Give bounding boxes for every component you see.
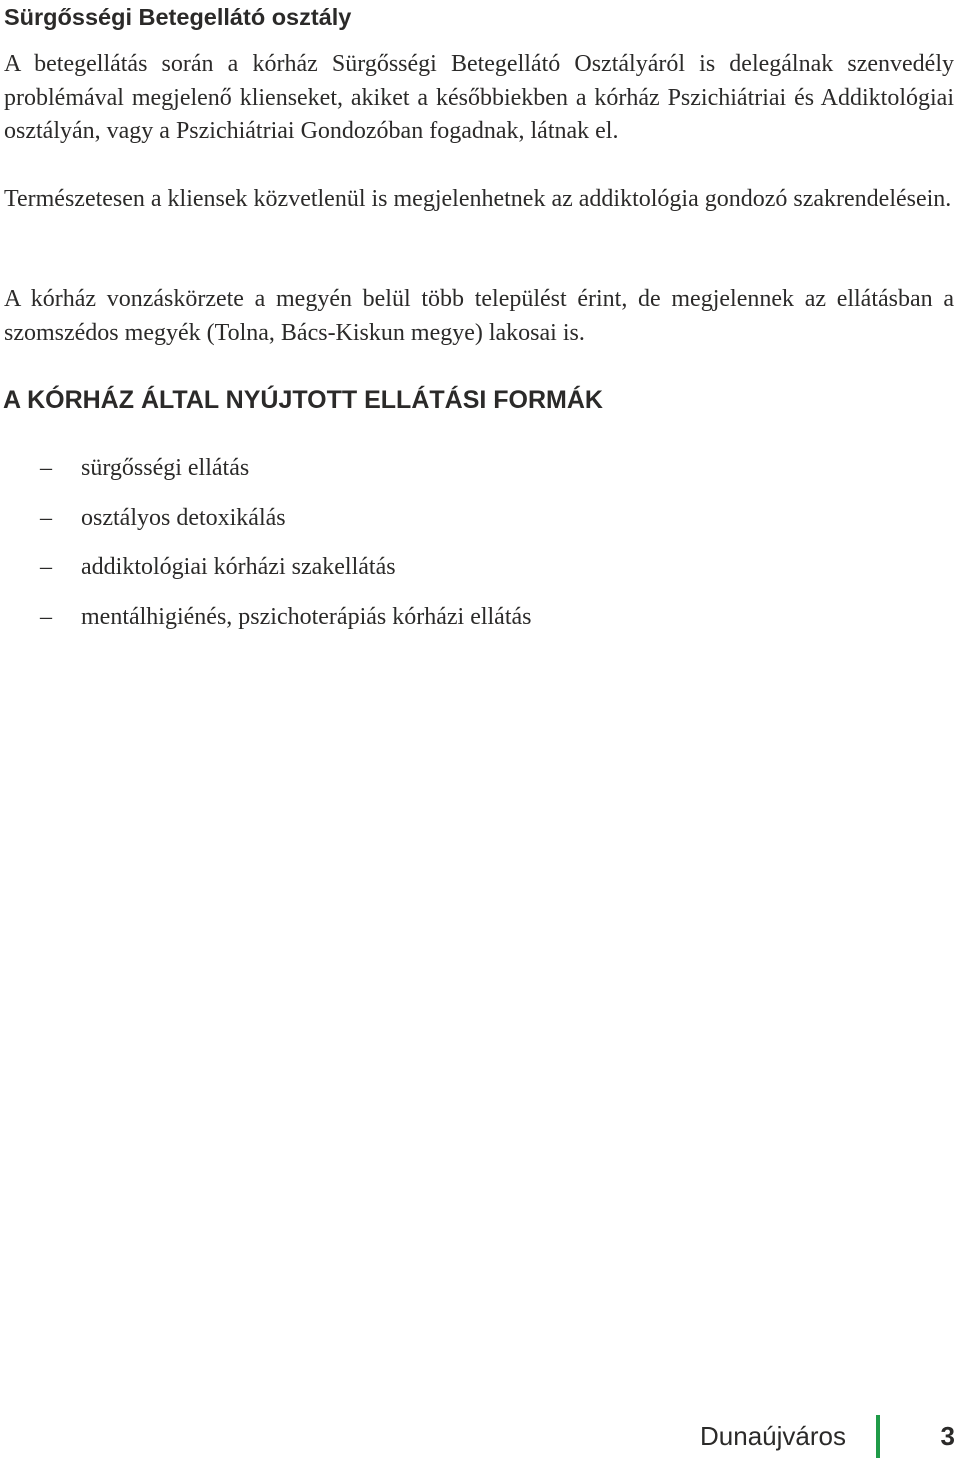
list-item bbox=[0, 549, 960, 599]
care-forms-list bbox=[0, 450, 960, 648]
list-item-text: addiktológiai kórházi szakellátás bbox=[81, 554, 396, 580]
list-item-text: mentálhigiénés, pszichoterápiás kórházi ellátás bbox=[81, 603, 532, 630]
list-item-text: sürgősségi ellátás bbox=[81, 455, 250, 481]
care-forms-title: A KÓRHÁZ ÁLTAL NYÚJTOTT ELLÁTÁSI FORMÁK bbox=[3, 386, 603, 414]
section-heading: Sürgősségi Betegellátó osztály bbox=[4, 4, 352, 30]
paragraph-catchment-area: A kórház vonzáskörzete a megyén belül több települést érint, de megjelennek az ellátásban a szomszédos megyék (Tolna, Bács-Kiskun megye) lakosai is. bbox=[4, 286, 954, 346]
page-number: 3 bbox=[940, 1421, 955, 1451]
list-item bbox=[0, 599, 960, 649]
list-item-text: osztályos detoxikálás bbox=[81, 504, 286, 531]
list-dash-icon: – bbox=[40, 603, 52, 630]
paragraph-direct-access: Természetesen a kliensek közvetlenül is megjelenhetnek az addiktológia gondozó szakrendelésein. bbox=[4, 186, 952, 212]
page-footer bbox=[0, 1412, 960, 1462]
list-dash-icon: – bbox=[40, 554, 52, 580]
list-item bbox=[0, 500, 960, 550]
footer-divider bbox=[876, 1415, 880, 1458]
footer-city-name: Dunaújváros bbox=[700, 1421, 846, 1451]
list-dash-icon: – bbox=[40, 504, 52, 531]
list-item bbox=[0, 450, 960, 500]
list-dash-icon: – bbox=[40, 455, 52, 481]
paragraph-delegation: A betegellátás során a kórház Sürgősségi Betegellátó Osztályáról is delegálnak szenvedély problémával megjelenő klienseket, akiket a későbbiekben a kórház Pszichiátriai és Addiktológiai osztályán, vagy a Pszichiátriai Gondozóban fogadnak, látnak el. bbox=[4, 51, 954, 144]
